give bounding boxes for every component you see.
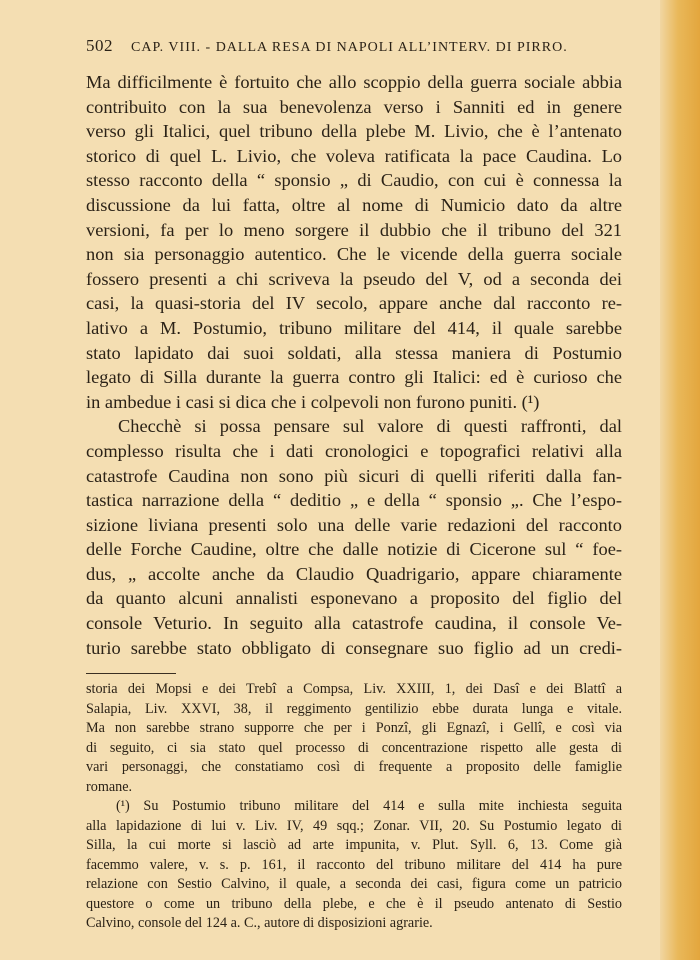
page-number: 502 <box>86 36 113 55</box>
footnote-rule <box>86 673 176 674</box>
running-title: CAP. VIII. - DALLA RESA DI NAPOLI ALL’INTERV. DI PIRRO. <box>131 40 568 55</box>
footnote-line: alla lapidazione di lui v. Liv. IV, 49 sqq.; Zonar. VII, 20. Su Postumio legato di <box>86 817 622 834</box>
text-line: console Veturio. In seguito alla catastrofe caudina, il console Ve- <box>86 613 622 634</box>
text-line: turio sarebbe stato obbligato di consegnare suo figlio ad un credi- <box>86 637 622 658</box>
footnote-line: relazione con Sestio Calvino, il quale, a seconda dei casi, figura come un patricio <box>86 876 622 892</box>
text-line: verso gli Italici, quel tribuno della plebe M. Livio, che è l’antenato <box>86 121 622 142</box>
footnote-line: questore o come un tribuno della plebe, e che è il pseudo antenato di Sestio <box>86 895 622 912</box>
footnote-line: di seguito, ci sia stato quel processo di concentrazione rispetto alle gesta di <box>86 739 622 756</box>
footnote-line: Calvino, console del 124 a. C., autore di disposizioni agrarie. <box>86 915 433 931</box>
footnote-line: (¹) Su Postumio tribuno militare del 414 e sulla mite inchiesta seguita <box>116 798 622 814</box>
text-line: catastrofe Caudina non sono più sicuri di quelli riferiti dalla fan- <box>86 465 622 486</box>
text-line: delle Forche Caudine, oltre che dalle notizie di Cicerone sul “ foe- <box>86 539 622 560</box>
page-edge <box>660 0 700 960</box>
footnote-line: Ma non sarebbe strano supporre che per i Ponzî, gli Egnazî, i Gellî, e così via <box>86 720 622 736</box>
text-line: fossero presenti a chi scriveva la pseudo del V, od a seconda dei <box>86 268 622 289</box>
text-line: non sia personaggio autentico. Che le vicende della guerra sociale <box>86 244 622 265</box>
text-line: in ambedue i casi si dica che i colpevoli non furono puniti. (¹) <box>86 391 540 412</box>
text-line: tastica narrazione della “ deditio „ e della “ sponsio „. Che l’espo- <box>86 490 622 511</box>
text-line: stesso racconto della “ sponsio „ di Caudio, con cui è connessa la <box>86 170 622 191</box>
text-line: casi, la quasi-storia del IV secolo, appare anche dal racconto re- <box>86 293 622 314</box>
footnote-line: facemmo valere, v. s. p. 161, il racconto del tribuno militare del 414 ha pure <box>86 856 622 873</box>
text-line: discussione da lui fatta, oltre al nome di Numicio dato da altre <box>86 194 622 215</box>
text-line: storico di quel L. Livio, che voleva ratificata la pace Caudina. Lo <box>86 145 622 166</box>
footnote-line: Salapia, Liv. XXVI, 38, il reggimento gentilizio ebbe durata lunga e vitale. <box>86 700 622 717</box>
main-text <box>86 70 622 660</box>
footnotes <box>86 680 622 934</box>
text-line: stato lapidato dai suoi soldati, alla stessa maniera di Postumio <box>86 342 622 363</box>
text-line: da quanto alcuni annalisti esponevano a proposito del figlio del <box>86 588 622 609</box>
text-line: contribuito con la sua benevolenza verso i Sanniti ed in genere <box>86 96 622 117</box>
text-line: dus, „ accolte anche da Claudio Quadrigario, appare chiaramente <box>86 563 622 584</box>
text-line: Ma difficilmente è fortuito che allo scoppio della guerra sociale abbia <box>86 72 622 92</box>
text-line: Checchè si possa pensare sul valore di questi raffronti, dal <box>118 416 622 437</box>
text-line: complesso risulta che i dati cronologici e topografici relativi alla <box>86 440 622 461</box>
text-line: legato di Silla durante la guerra contro gli Italici: ed è curioso che <box>86 367 622 388</box>
footnote-line: storia dei Mopsi e dei Trebî a Compsa, Liv. XXIII, 1, dei Dasî e dei Blattî a <box>86 681 622 697</box>
text-line: sizione liviana presenti solo una delle varie redazioni del racconto <box>86 514 622 535</box>
text-line: lativo a M. Postumio, tribuno militare del 414, il quale sarebbe <box>86 317 622 338</box>
footnote-line: Silla, la cui morte si lasciò ad arte impunita, v. Plut. Syll. 6, 13. Come già <box>86 837 622 853</box>
footnote-line: vari personaggi, che constatiamo così di frequente a proposito delle famiglie <box>86 759 622 775</box>
running-header <box>86 36 622 56</box>
footnote-line: romane. <box>86 778 133 795</box>
text-line: versioni, fa per lo meno sorgere il dubbio che il tribuno del 321 <box>86 219 622 240</box>
